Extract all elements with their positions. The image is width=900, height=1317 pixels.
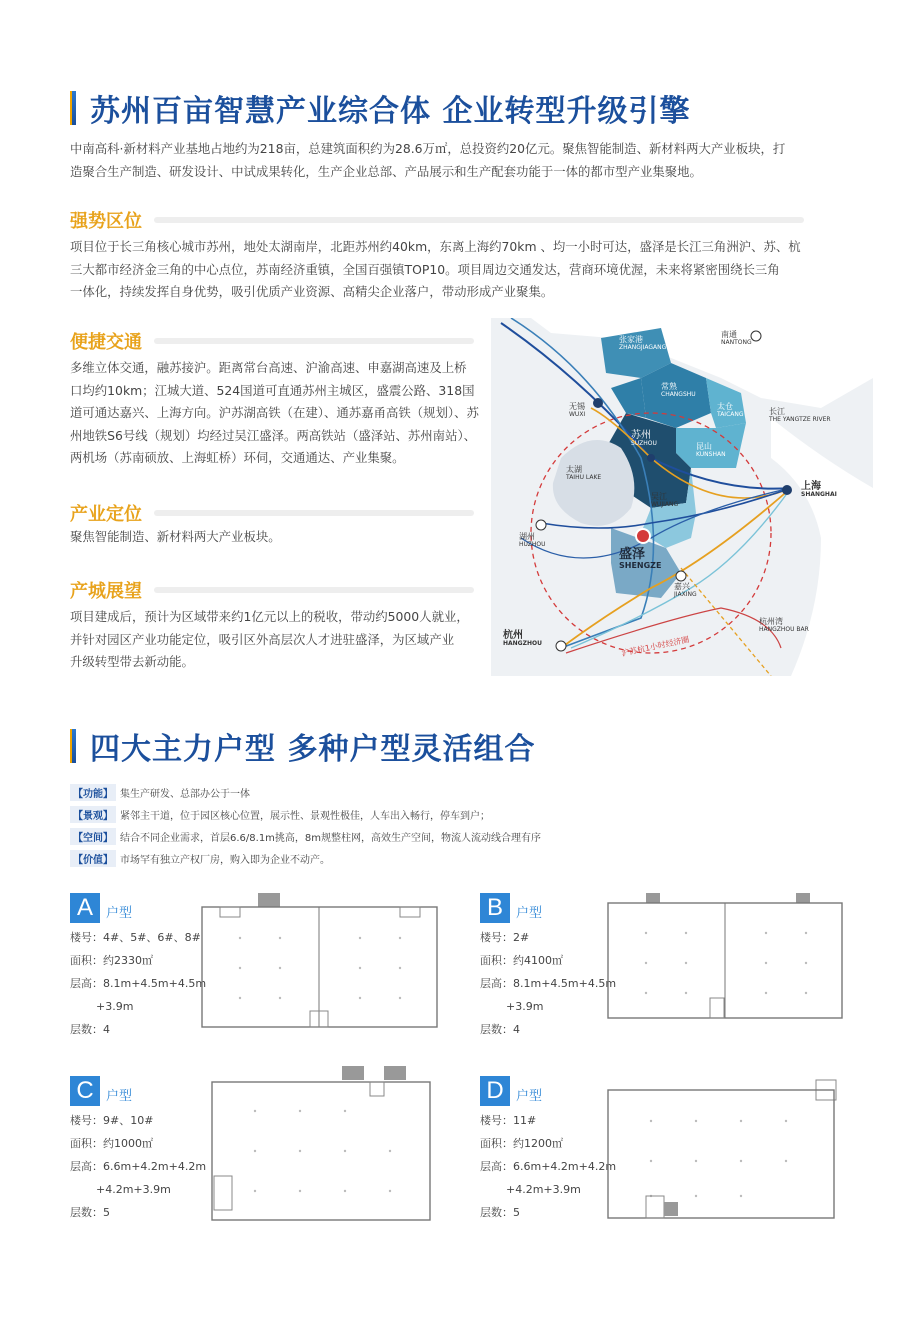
tag-row-function: [70, 784, 250, 801]
unit-c-info: [70, 1109, 206, 1224]
unit-a-head: [70, 893, 132, 923]
positioning-paragraph: [70, 526, 490, 549]
intro-line: 造聚合生产制造、研发设计、中试成果转化，生产企业总部、产品展示和生产配套功能于一体的都市型产业集聚地。: [70, 163, 702, 179]
map-label-hangzhou: 杭州 HANGZHOU: [503, 630, 542, 647]
map-label-shanghai: 上海 SHANGHAI: [801, 481, 837, 498]
advantage-paragraph: [70, 236, 830, 304]
map-label-shengze: 盛泽 SHENGZE: [619, 547, 662, 571]
unit-b-info: [480, 926, 616, 1041]
map-label-jiaxing: 嘉兴 JIAXING: [674, 582, 697, 598]
unit-floors: 层数：4: [480, 1023, 520, 1036]
map-label-yangtze: 长江 THE YANGTZE RIVER: [769, 407, 831, 423]
unit-height: 层高：8.1m+4.5m+4.5m: [480, 977, 617, 990]
paragraph-line: 聚焦智能制造、新材料两大产业板块。: [70, 529, 281, 544]
unit-letter: A: [70, 893, 100, 923]
tag-text: 市场罕有独立产权厂房，购入即为企业不动产。: [120, 855, 330, 866]
unit-area: 面积：约4100㎡: [480, 954, 563, 967]
unit-building: 楼号：9#、10#: [70, 1114, 154, 1127]
unit-area: 面积：约1000㎡: [70, 1137, 153, 1150]
tag-label: 【景观】: [70, 806, 116, 823]
paragraph-line: 并针对园区产业功能定位，吸引区外高层次人才进驻盛泽，为区域产业: [70, 631, 455, 647]
unit-building: 楼号：11#: [480, 1114, 537, 1127]
paragraph-line: 口均约10km；江城大道、524国道可直通苏州主城区，盛震公路、318国: [70, 382, 475, 398]
paragraph-line: 州地铁S6号线（规划）均经过吴江盛泽。两高铁站（盛泽站、苏州南站）、: [70, 427, 477, 443]
tag-label: 【空间】: [70, 828, 116, 845]
unit-c-floor-plan: [210, 1066, 435, 1226]
unit-height-cont: +3.9m: [506, 1000, 544, 1013]
section-positioning-head: [70, 500, 474, 526]
section-divider: [154, 338, 474, 344]
outlook-paragraph: [70, 606, 490, 674]
map-label-wuxi: 无锡 WUXI: [569, 402, 586, 418]
page-title: 苏州百亩智慧产业综合体 企业转型升级引擎: [90, 94, 691, 129]
intro-paragraph: [70, 138, 830, 183]
map-label-taicang: 太仓 TAICANG: [717, 402, 744, 418]
title-accent-bar: [70, 91, 76, 125]
unit-d-head: [480, 1076, 542, 1106]
unit-area: 面积：约2330㎡: [70, 954, 153, 967]
unit-b-head: [480, 893, 542, 923]
traffic-paragraph: [70, 357, 490, 470]
units-title: 四大主力户型 多种户型灵活组合: [90, 732, 536, 767]
section-traffic-head: [70, 328, 474, 354]
page-title-block: [70, 86, 690, 130]
unit-letter: B: [480, 893, 510, 923]
unit-letter: C: [70, 1076, 100, 1106]
tag-text: 集生产研发、总部办公于一体: [120, 789, 250, 800]
paragraph-line: 三大都市经济金三角的中心点位，苏南经济重镇，全国百强镇TOP10。项目周边交通发达，营商环境优渥，未来将紧密围绕长三角: [70, 261, 780, 277]
tag-row-space: [70, 828, 541, 845]
unit-height: 层高：8.1m+4.5m+4.5m: [70, 977, 207, 990]
tag-label: 【功能】: [70, 784, 116, 801]
unit-area: 面积：约1200㎡: [480, 1137, 563, 1150]
map-label-kunshan: 昆山 KUNSHAN: [696, 442, 726, 458]
unit-height-cont: +4.2m+3.9m: [96, 1183, 171, 1196]
unit-name: 户型: [516, 906, 543, 921]
unit-building: 楼号：4#、5#、6#、8#: [70, 931, 201, 944]
map-label-zhangjiagang: 张家港 ZHANGJIAGANG: [619, 335, 667, 351]
paragraph-line: 两机场（苏南硕放、上海虹桥）环伺，交通通达、产业集聚。: [70, 450, 405, 465]
section-title: 产城展望: [70, 581, 142, 602]
section-title: 便捷交通: [70, 332, 142, 353]
title-accent-bar: [70, 729, 76, 763]
paragraph-line: 项目建成后，预计为区域带来约1亿元以上的税收，带动约5000人就业，: [70, 609, 469, 624]
unit-name: 户型: [516, 1089, 543, 1104]
paragraph-line: 升级转型带去新动能。: [70, 654, 194, 669]
unit-a-floor-plan: [200, 893, 440, 1033]
unit-name: 户型: [106, 1089, 133, 1104]
tag-label: 【价值】: [70, 850, 116, 867]
unit-height: 层高：6.6m+4.2m+4.2m: [480, 1160, 617, 1173]
unit-d-floor-plan: [606, 1076, 841, 1224]
units-title-block: [70, 724, 535, 768]
unit-floors: 层数：5: [480, 1206, 520, 1219]
unit-floors: 层数：4: [70, 1023, 110, 1036]
map-label-nantong: 南通 NANTONG: [721, 330, 752, 346]
section-title: 产业定位: [70, 504, 142, 525]
map-label-suzhou: 苏州 SUZHOU: [631, 430, 657, 447]
region-map: [491, 318, 873, 676]
tag-text: 结合不同企业需求，首层6.6/8.1m挑高，8m规整柱网，高效生产空间，物流人流动线合理有序: [120, 833, 542, 844]
paragraph-line: 多维立体交通，融苏接沪。距离常台高速、沪渝高速、申嘉湖高速及上桥: [70, 360, 467, 375]
map-label-wujiang: 吴江 WUJIANG: [651, 492, 679, 508]
unit-height-cont: +3.9m: [96, 1000, 134, 1013]
section-advantage-head: [70, 207, 804, 233]
unit-d-info: [480, 1109, 616, 1224]
unit-floors: 层数：5: [70, 1206, 110, 1219]
unit-letter: D: [480, 1076, 510, 1106]
unit-height: 层高：6.6m+4.2m+4.2m: [70, 1160, 207, 1173]
map-label-taihu: 太湖 TAIHU LAKE: [566, 465, 602, 481]
map-label-changshu: 常熟 CHANGSHU: [661, 382, 696, 398]
unit-b-floor-plan: [606, 893, 846, 1023]
map-label-huzhou: 湖州 HUZHOU: [519, 532, 546, 548]
section-title: 强势区位: [70, 211, 142, 232]
tag-text: 紧邻主干道，位于园区核心位置，展示性、景观性极佳，人车出入畅行，停车到户；: [120, 811, 490, 822]
unit-building: 楼号：2#: [480, 931, 530, 944]
section-divider: [154, 217, 804, 223]
section-divider: [154, 587, 474, 593]
paragraph-line: 一体化，持续发挥自身优势，吸引优质产业资源、高精尖企业落户，带动形成产业聚集。: [70, 284, 554, 299]
intro-line: 中南高科·新材料产业基地占地约为218亩，总建筑面积约为28.6万㎡，总投资约20亿元。聚焦智能制造、新材料两大产业板块，打: [70, 141, 786, 156]
section-divider: [154, 510, 474, 516]
paragraph-line: 项目位于长三角核心城市苏州，地处太湖南岸，北距苏州约40km，东离上海约70km 、均一小时可达，盛泽是长江三角洲沪、苏、杭: [70, 239, 801, 254]
unit-height-cont: +4.2m+3.9m: [506, 1183, 581, 1196]
tag-row-value: [70, 850, 330, 867]
unit-name: 户型: [106, 906, 133, 921]
paragraph-line: 道可通达嘉兴、上海方向。沪苏湖高铁（在建）、通苏嘉甬高铁（规划）、苏: [70, 405, 479, 420]
section-outlook-head: [70, 577, 474, 603]
tag-row-landscape: [70, 806, 490, 823]
unit-a-info: [70, 926, 206, 1041]
map-label-hangzhou-bay: 杭州湾 HANGZHOU BAR: [759, 617, 809, 633]
unit-c-head: [70, 1076, 132, 1106]
map-circle-label: 沪苏杭1小时经济圈: [620, 634, 691, 659]
